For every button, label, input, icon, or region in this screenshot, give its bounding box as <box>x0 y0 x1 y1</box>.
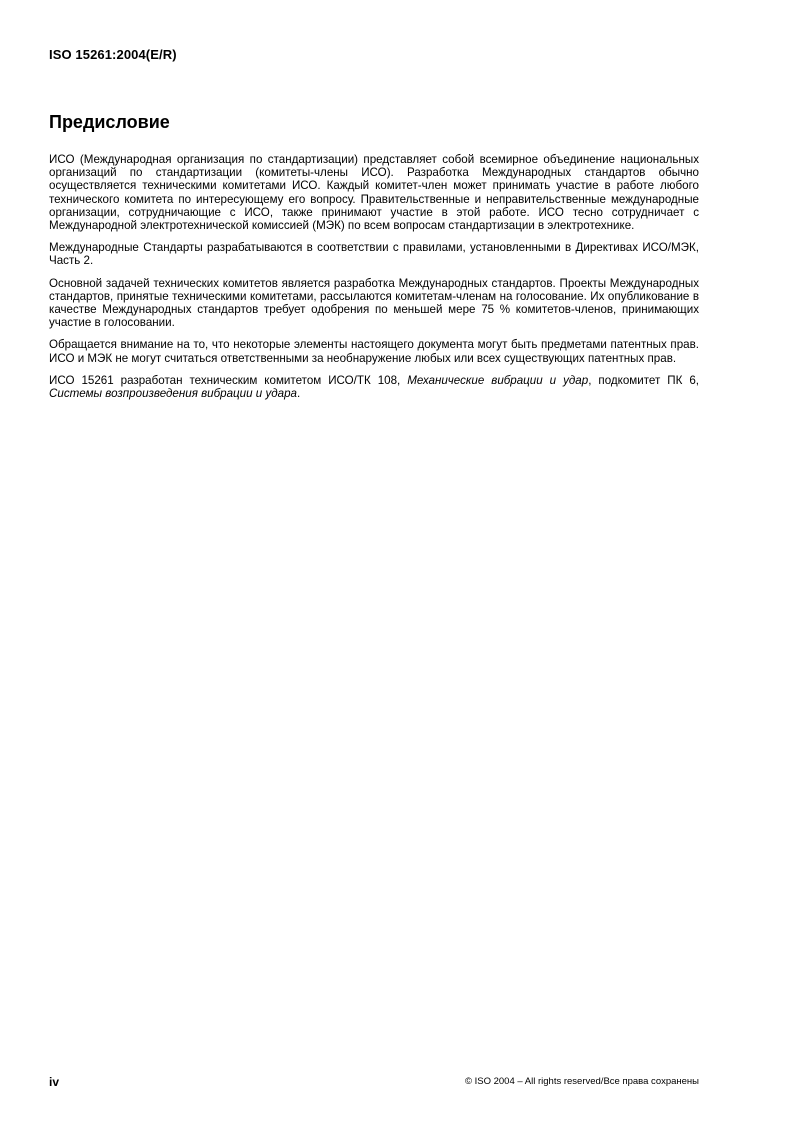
page-title: Предисловие <box>49 112 170 132</box>
paragraph-5-text-1: ИСО 15261 разработан техническим комитетом ИСО/ТК 108, <box>49 373 408 387</box>
foreword-body <box>49 153 699 409</box>
committee-name: Механические вибрации и удар <box>407 373 589 387</box>
paragraph-5 <box>49 374 699 400</box>
paragraph-5-text-3: . <box>297 387 301 401</box>
paragraph-3: Основной задачей технических комитетов является разработка Международных стандартов. Проекты Международных стандартов, принятые техническими комитетами, рассылаются комитетам-членам на голосование. Их опубликование в качестве Международных стандартов требует одобрения по меньшей мере 75 % комитетов-членов, принимающих участие в голосовании. <box>49 276 699 330</box>
document-id-header: ISO 15261:2004(E/R) <box>49 47 177 62</box>
paragraph-1: ИСО (Международная организация по стандартизации) представляет собой всемирное объединение национальных организаций по стандартизации (комитеты-члены ИСО). Разработка Международных стандартов обычно осуществляется техническими комитетами ИСО. Каждый комитет-член может принимать участие в работе любого технического комитета по интересующему его вопросу. Правительственные и неправительственные международные организации, сотрудничающие с ИСО, также принимают участие в этой работе. ИСО тесно сотрудничает с Международной электротехнической комиссией (МЭК) по всем вопросам стандартизации в электротехнике. <box>49 153 699 233</box>
paragraph-5-text-2: , подкомитет ПК 6, <box>588 373 700 387</box>
subcommittee-name: Системы возпроизведения вибрации и удара <box>49 387 298 401</box>
page-number: iv <box>49 1075 60 1089</box>
paragraph-4: Обращается внимание на то, что некоторые элементы настоящего документа могут быть предметами патентных прав. ИСО и МЭК не могут считаться ответственными за необнаружение любых или всех существующих патентных прав. <box>49 338 699 365</box>
paragraph-2: Международные Стандарты разрабатываются в соответствии с правилами, установленными в Директивах ИСО/МЭК, Часть 2. <box>49 241 699 268</box>
copyright-notice: © ISO 2004 – All rights reserved/Все права сохранены <box>464 1076 699 1087</box>
